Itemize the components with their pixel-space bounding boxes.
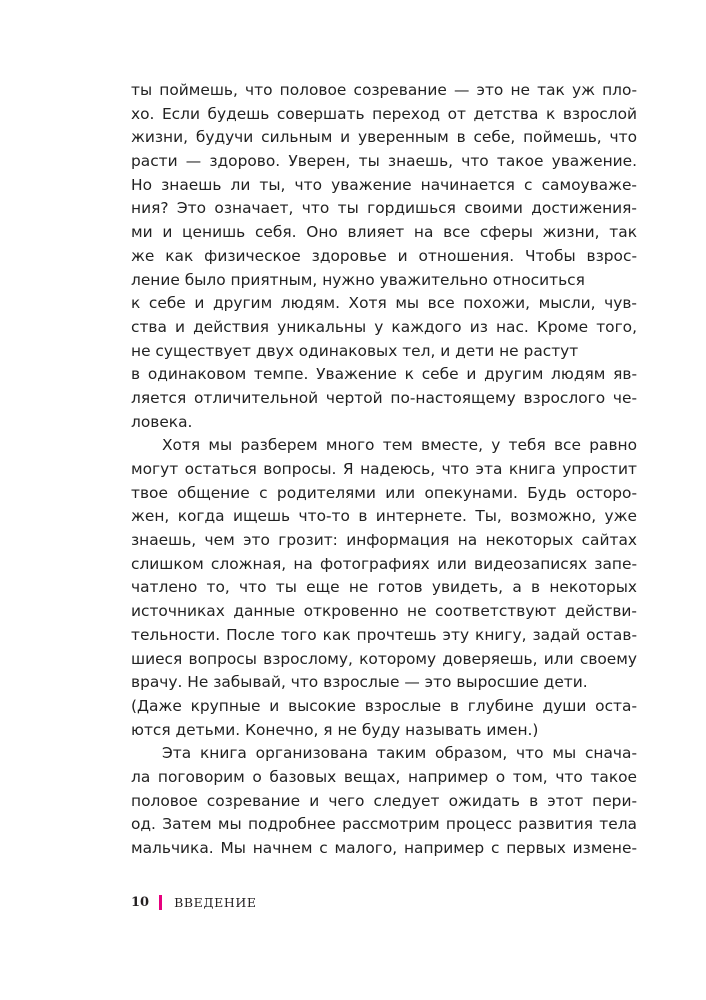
text-line: знаешь, чем это грозит: информация на некоторых сайтах — [131, 531, 637, 550]
text-line: ляется отличительной чертой по-настоящему взрослого че- — [131, 388, 637, 407]
text-line: половое созревание и чего следует ожидать в этот пери- — [131, 791, 637, 810]
text-line: же как физическое здоровье и отношения. Чтобы взрос- — [131, 246, 637, 265]
section-title: ВВЕДЕНИЕ — [174, 894, 257, 910]
text-line: ты поймешь, что половое созревание — это не так уж пло- — [131, 81, 637, 99]
text-line: ление было приятным, нужно уважительно относиться — [131, 270, 585, 289]
text-line: ловека. — [131, 412, 193, 431]
text-line: шиеся вопросы взрослому, которому доверяешь, или своему — [131, 649, 637, 668]
text-line: твое общение с родителями или опекунами. Будь осторо- — [131, 483, 637, 502]
page-footer — [131, 892, 257, 912]
text-line: жен, когда ищешь что-то в интернете. Ты, возможно, уже — [131, 507, 637, 526]
text-line: Эта книга организована таким образом, что мы снача- — [162, 744, 637, 763]
footer-separator — [159, 895, 162, 910]
text-line: Хотя мы разберем много тем вместе, у тебя все равно — [162, 436, 637, 455]
text-line: чатлено то, что ты еще не готов увидеть, а в некоторых — [131, 578, 637, 597]
text-line: ются детьми. Конечно, я не буду называть имен.) — [131, 720, 539, 739]
text-line: источниках данные откровенно не соответствуют действи- — [131, 602, 637, 621]
text-line: хо. Если будешь совершать переход от детства к взрослой — [131, 104, 637, 123]
text-line: тельности. После того как прочтешь эту книгу, задай остав- — [131, 625, 637, 644]
text-line: к себе и другим людям. Хотя мы все похожи, мысли, чув- — [131, 294, 637, 313]
text-line: могут остаться вопросы. Я надеюсь, что эта книга упростит — [131, 460, 637, 478]
text-line: расти — здорово. Уверен, ты знаешь, что такое уважение. — [131, 152, 637, 171]
text-line: врачу. Не забывай, что взрослые — это выросшие дети. — [131, 673, 588, 692]
text-line: Но знаешь ли ты, что уважение начинается с самоуваже- — [131, 175, 637, 194]
text-line: ния? Это означает, что ты гордишься своими достижения- — [131, 199, 637, 218]
text-line: ми и ценишь себя. Оно влияет на все сферы жизни, так — [131, 223, 637, 242]
text-line: в одинаковом темпе. Уважение к себе и другим людям яв- — [131, 365, 637, 384]
text-line: ла поговорим о базовых вещах, например о том, что такое — [131, 767, 637, 786]
text-line: мальчика. Мы начнем с малого, например с первых измене- — [131, 839, 637, 857]
text-line: не существует двух одинаковых тел, и дети не растут — [131, 341, 579, 360]
page-number: 10 — [131, 894, 150, 910]
text-line: слишком сложная, на фотографиях или видеозаписях запе- — [131, 554, 637, 573]
text-line: жизни, будучи сильным и уверенным в себе, поймешь, что — [131, 128, 637, 147]
body-text — [131, 79, 637, 861]
text-line: ства и действия уникальны у каждого из нас. Кроме того, — [131, 317, 637, 336]
text-line: (Даже крупные и высокие взрослые в глубине души оста- — [131, 696, 637, 715]
text-line: од. Затем мы подробнее рассмотрим процесс развития тела — [131, 815, 637, 834]
